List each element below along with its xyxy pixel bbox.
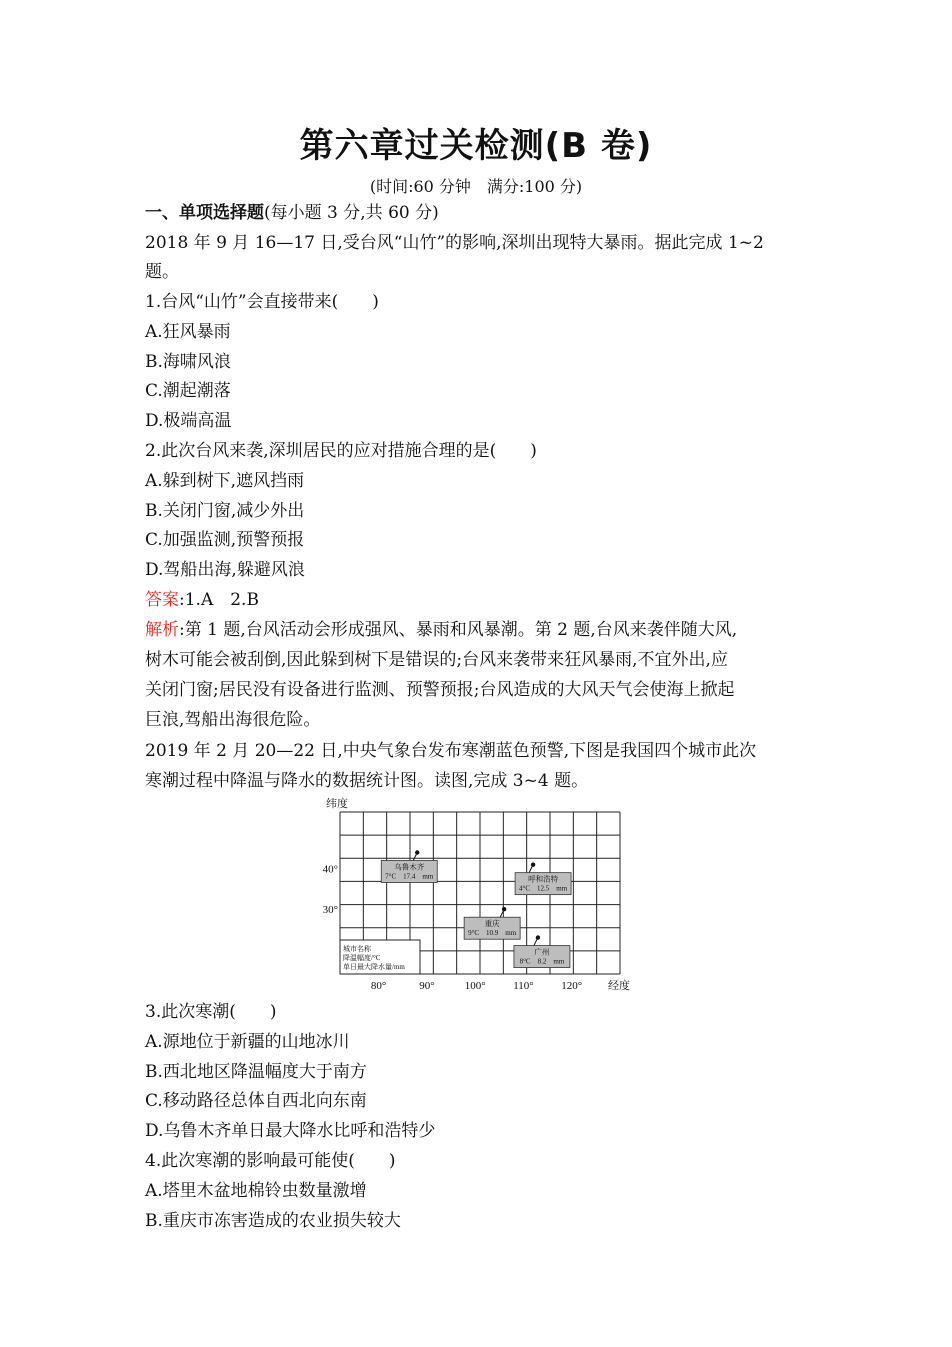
question-1-option-d: D.极端高温 [145,411,232,431]
city-values: 7°C 17.4 mm [385,872,434,881]
exam-info: (时间:60 分钟 满分:100 分) [369,177,583,196]
city-values: 9°C 10.9 mm [468,929,517,938]
city-name: 重庆 [484,919,500,929]
question-4: 4.此次寒潮的影响最可能使( ) [145,1151,396,1171]
x-tick-label: 90° [419,980,435,992]
question-4-option-b: B.重庆市冻害造成的农业损失较大 [145,1211,401,1231]
city-marker [536,935,540,939]
question-3-option-d: D.乌鲁木齐单日最大降水比呼和浩特少 [145,1121,436,1141]
question-3: 3.此次寒潮( ) [145,1002,277,1022]
page-title: 第六章过关检测(B 卷) [299,126,653,166]
question-1: 1.台风“山竹”会直接带来( ) [145,292,379,312]
analysis-line-4: 巨浪,驾船出海很危险。 [145,710,321,730]
question-2-option-b: B.关闭门窗,减少外出 [145,501,305,521]
question-2-option-a: A.躲到树下,遮风挡雨 [145,471,305,491]
question-2-option-d: D.驾船出海,躲避风浪 [145,560,305,580]
question-1-option-a: A.狂风暴雨 [145,322,231,342]
city-name: 呼和浩特 [528,874,559,884]
city-marker [531,862,535,866]
analysis-line-2: 树木可能会被刮倒,因此躲到树下是错误的;台风来袭带来狂风暴雨,不宜外出,应 [145,650,728,670]
intro-paragraph-2-line-2: 寒潮过程中降温与降水的数据统计图。读图,完成 3~4 题。 [145,771,589,791]
question-3-option-b: B.西北地区降温幅度大于南方 [145,1062,367,1082]
analysis-label: 解析 [145,620,179,640]
intro-paragraph-2-line-1: 2019 年 2 月 20—22 日,中央气象台发布寒潮蓝色预警,下图是我国四个城市此次 [145,741,757,761]
analysis-line-1 [145,616,825,644]
chart-svg [312,796,647,996]
intro-paragraph-1-line-2: 题。 [145,262,179,282]
legend-entry: 城市名称 [343,945,371,953]
y-tick-label: 30° [322,904,338,917]
answer-line [145,586,825,614]
question-3-option-a: A.源地位于新疆的山地冰川 [145,1032,350,1052]
x-tick-label: 80° [370,980,387,992]
city-name: 乌鲁木齐 [394,862,425,872]
question-1-option-b: B.海啸风浪 [145,352,231,372]
section-heading [145,199,825,227]
x-tick-label: 120° [561,980,583,992]
analysis-line-3: 关闭门窗;居民没有设备进行监测、预警预报;台风造成的大风天气会使海上掀起 [145,680,735,700]
question-3-option-c: C.移动路径总体自西北向东南 [145,1091,367,1111]
cold-wave-chart [312,796,647,996]
question-1-option-c: C.潮起潮落 [145,381,231,401]
intro-paragraph-1-line-1: 2018 年 9 月 16—17 日,受台风“山竹”的影响,深圳出现特大暴雨。据此完成 1~2 [145,233,764,253]
city-marker [415,850,419,854]
legend-entry: 降温幅度/°C [343,954,381,962]
x-tick-label: 110° [513,980,534,992]
city-name: 广州 [534,947,550,957]
question-2: 2.此次台风来袭,深圳居民的应对措施合理的是( ) [145,441,537,461]
answer-label: 答案 [145,590,179,610]
legend-entry: 单日最大降水量/mm [343,963,405,971]
question-2-option-c: C.加强监测,预警预报 [145,530,305,550]
city-values: 8°C 8.2 mm [519,957,565,966]
x-axis-title: 经度 [608,980,630,992]
analysis-text-1: :第 1 题,台风活动会形成强风、暴雨和风暴潮。第 2 题,台风来袭伴随大风, [179,620,738,640]
section-title: 一、单项选择题 [145,203,264,223]
city-marker [502,907,506,911]
city-values: 4°C 12.5 mm [519,884,568,893]
y-axis-title: 纬度 [326,798,348,810]
answer-text: :1.A 2.B [179,590,259,610]
section-note: (每小题 3 分,共 60 分) [264,203,439,223]
x-tick-label: 100° [464,980,486,992]
question-4-option-a: A.塔里木盆地棉铃虫数量激增 [145,1181,367,1201]
y-tick-label: 40° [322,863,338,876]
